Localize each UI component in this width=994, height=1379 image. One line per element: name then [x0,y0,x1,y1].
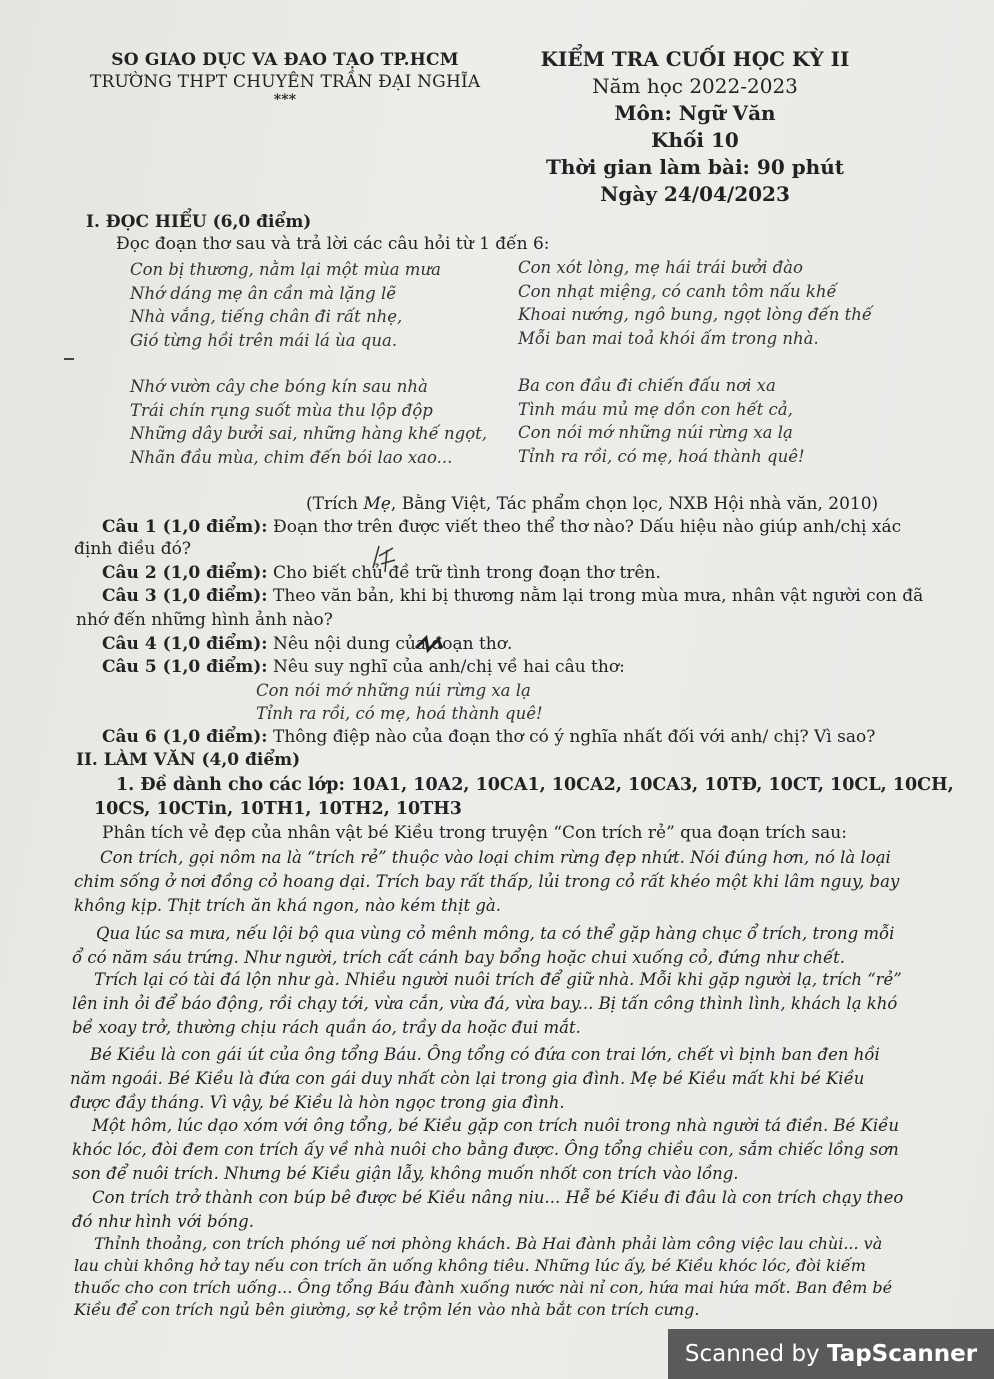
question-label: Câu 6 (1,0 điểm): [102,727,268,747]
poem-line: Nhãn đầu mùa, chim đến bói lao xao... [130,447,453,467]
poem-line: Trái chín rụng suốt mùa thu lộp độp [130,400,433,420]
margin-mark [64,358,74,360]
school-header [90,50,480,108]
department-name: SO GIAO DỤC VA ĐAO TẠO TP.HCM [111,50,459,70]
question-label: Câu 2 (1,0 điểm): [102,563,268,583]
excerpt-paragraph-1: Con trích, gọi nôm na là “trích rẻ” thuộc vào loại chim rừng đẹp nhứt. Nói đúng hơn, nó là loại chim sống ở nơi đồng cỏ hoang dại. Trích bay rất thấp, lủi trong cỏ rất khéo một khi lâm nguy, bay không kịp. Thịt trích ăn khá ngon, nào kém thịt gà. [74,848,900,915]
section1-title: I. ĐỌC HIỂU (6,0 điểm) [86,212,312,232]
question-2: Câu 2 (1,0 điểm): Cho biết chủ đề trữ tình trong đoạn thơ trên. [102,563,661,583]
poem-right-stanza-1 [518,256,872,350]
ink-blot [414,634,444,656]
question-label: Câu 5 (1,0 điểm): [102,657,268,677]
question-5-verse-1: Con nói mớ những núi rừng xa lạ [256,681,531,700]
exam-date: Ngày 24/04/2023 [600,182,790,206]
excerpt-paragraph-2: Qua lúc sa mưa, nếu lội bộ qua vùng cỏ mênh mông, ta có thể gặp hàng chục ổ trích, trong mỗi ổ có năm sáu trứng. Như người, trích cất cánh bay bổng hoặc chui xuống cỏ, đứng như chết. [72,924,895,967]
exam-duration: Thời gian làm bài: 90 phút [545,155,845,179]
poem-line: Tình máu mủ mẹ dồn con hết cả, [518,399,793,419]
poem-left-stanza-2 [130,375,487,469]
poem-title: Mẹ [363,494,391,514]
exam-title: KIỂM TRA CUỐI HỌC KỲ II [540,47,850,71]
school-year: Năm học 2022-2023 [592,74,798,98]
question-5: Câu 5 (1,0 điểm): Nêu suy nghĩ của anh/chị về hai câu thơ: [102,657,625,677]
question-4: Câu 4 (1,0 điểm): Nêu nội dung của đoạn thơ. [102,634,513,654]
scanner-brand: TapScanner [826,1341,978,1367]
exam-grade: Khối 10 [651,128,739,152]
exam-header [520,46,870,208]
poem-line: Gió từng hồi trên mái lá ùa qua. [130,330,398,350]
question-label: Câu 4 (1,0 điểm): [102,634,268,654]
question-5-verse-2: Tỉnh ra rồi, có mẹ, hoá thành quê! [256,704,543,723]
question-label: Câu 3 (1,0 điểm): [102,586,268,606]
poem-line: Con xót lòng, mẹ hái trái bưởi đào [518,258,803,277]
poem-line: Mỗi ban mai toả khói ấm trong nhà. [518,328,819,348]
question-3-cont: nhớ đến những hình ảnh nào? [76,610,333,630]
header-stars: *** [273,92,297,108]
essay-class-list-cont: 10CS, 10CTin, 10TH1, 10TH2, 10TH3 [94,799,462,819]
excerpt-paragraph-3: Trích lại có tài đá lộn như gà. Nhiều người nuôi trích để giữ nhà. Mỗi khi gặp người lạ, trích “rẻ” lên inh ỏi để báo động, rồi chạy tới, vừa cắn, vừa đá, vừa bay... Bị tấn công thình lình, khách lạ khó bề xoay trở, thường chịu rách quần áo, trầy da hoặc đui mắt. [72,970,902,1037]
handwritten-scribble [365,538,405,578]
poem-line: Con bị thương, nằm lại một mùa mưa [130,260,441,279]
excerpt-paragraph-5: Một hôm, lúc dạo xóm với ông tổng, bé Kiều gặp con trích nuôi trong nhà người tá điền. Bé Kiều khóc lóc, đòi đem con trích ấy về nhà nuôi cho bằng được. Ông tổng chiều con, sắm chiếc lồng sơn son để nuôi trích. Nhưng bé Kiều giận lẫy, không muốn nhốt con trích vào lồng. [72,1116,899,1183]
poem-source: (Trích Mẹ, Bằng Việt, Tác phẩm chọn lọc, NXB Hội nhà văn, 2010) [306,494,879,514]
excerpt-paragraph-4: Bé Kiều là con gái út của ông tổng Báu. Ông tổng có đứa con trai lớn, chết vì bịnh ban đen hồi năm ngoái. Bé Kiều là đứa con gái duy nhất còn lại trong gia đình. Mẹ bé Kiều mất khi bé Kiều được đầy tháng. Vì vậy, bé Kiều là hòn ngọc trong gia đình. [70,1045,880,1112]
poem-line: Khoai nướng, ngô bung, ngọt lòng đến thế [518,305,872,324]
question-label: Câu 1 (1,0 điểm): [102,517,268,537]
poem-line: Nhớ dáng mẹ ân cần mà lặng lẽ [130,283,396,303]
question-3: Câu 3 (1,0 điểm): Theo văn bản, khi bị thương nằm lại trong mùa mưa, nhân vật người con đã [102,586,924,606]
poem-line: Những dây bưởi sai, những hàng khế ngọt, [130,424,488,443]
excerpt-paragraph-6: Con trích trở thành con búp bê được bé Kiều nâng niu... Hễ bé Kiều đi đâu là con trích chạy theo đó như hình với bóng. [72,1188,904,1231]
essay-class-list: 1. Đề dành cho các lớp: 10A1, 10A2, 10CA1, 10CA2, 10CA3, 10TĐ, 10CT, 10CL, 10CH, [116,775,954,795]
question-1-cont: định điều đó? [74,539,191,559]
scanner-watermark: Scanned by TapScanner [668,1329,994,1379]
poem-left-stanza-1 [130,258,441,352]
poem-line: Ba con đầu đi chiến đấu nơi xa [518,376,776,395]
poem-line: Tỉnh ra rồi, có mẹ, hoá thành quê! [518,446,805,466]
poem-line: Con nói mớ những núi rừng xa lạ [518,423,793,442]
question-1: Câu 1 (1,0 điểm): Đoạn thơ trên được viết theo thể thơ nào? Dấu hiệu nào giúp anh/chị xác [102,517,902,537]
poem-line: Nhà vắng, tiếng chân đi rất nhẹ, [130,307,403,326]
poem-line: Nhớ vườn cây che bóng kín sau nhà [130,377,428,396]
excerpt-paragraph-7: Thỉnh thoảng, con trích phóng uế nơi phòng khách. Bà Hai đành phải làm công việc lau chùi... và lau chùi không hở tay nếu con trích ăn uống không tiêu. Những lúc ấy, bé Kiều khóc lóc, đòi kiếm thuốc cho con trích uống... Ông tổng Báu đành xuống nước nài nỉ con, hứa mai hứa mốt. Ban đêm bé Kiều để con trích ngủ bên giường, sợ kẻ trộm lén vào nhà bắt con trích cưng. [74,1234,893,1319]
school-name: TRƯỜNG THPT CHUYÊN TRẦN ĐẠI NGHĨA [90,72,481,92]
exam-subject: Môn: Ngữ Văn [614,101,776,125]
essay-prompt: Phân tích vẻ đẹp của nhân vật bé Kiều trong truyện “Con trích rẻ” qua đoạn trích sau: [102,823,847,843]
section2-title: II. LÀM VĂN (4,0 điểm) [76,750,301,770]
question-6: Câu 6 (1,0 điểm): Thông điệp nào của đoạn thơ có ý nghĩa nhất đối với anh/ chị? Vì sao? [102,727,876,747]
reading-instruction: Đọc đoạn thơ sau và trả lời các câu hỏi từ 1 đến 6: [116,234,550,254]
poem-right-stanza-2 [518,374,805,468]
poem-line: Con nhạt miệng, có canh tôm nấu khế [518,281,837,301]
